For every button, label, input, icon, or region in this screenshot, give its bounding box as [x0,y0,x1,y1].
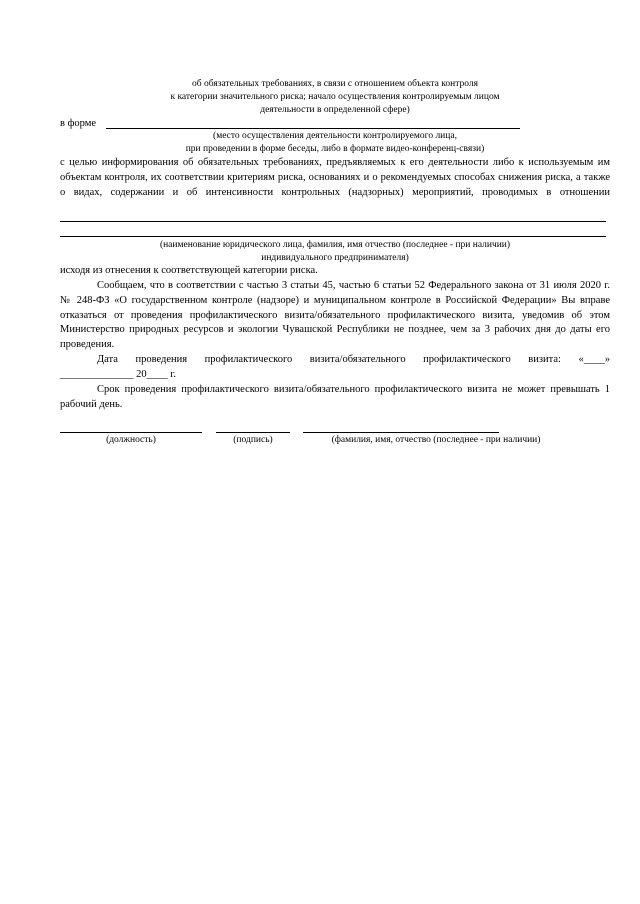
date-fill-line[interactable]: ______________ 20____ г. [60,369,176,380]
position-line[interactable] [60,432,202,433]
paragraph-duration: Срок проведения профилактического визита/обязательного профилактического визита не может превышать 1 рабочий день. [60,384,610,410]
paragraph-date: Дата проведения профилактического визита/обязательного профилактического визита: «____» [97,354,610,365]
header-line-1: об обязательных требованиях, в связи с отношением объекта контроля [192,79,478,89]
form-label: в форме [60,118,97,129]
name-line[interactable] [303,432,499,433]
position-label: (должность) [106,435,156,445]
paragraph-notice: Сообщаем, что в соответствии с частью 3 статьи 45, частью 6 статьи 52 Федерального закона от 31 июля 2020 г. № 248-ФЗ «О государственном контроле (надзоре) и муниципальном контроле в Российской Федерации» Вы вправе отказаться от проведения профилактического визита/обязательного профилактического визита, уведомив об этом Министерство природных ресурсов и экологии Чувашской Республики не позднее, чем за 3 рабочих дня до даты его проведения. [60,280,610,351]
paragraph-purpose: с целью информирования об обязательных требованиях, предъявляемых к его деятельности либо к используемым им объектам контроля, их соответствии критериям риска, основаниях и о рекомендуемых способах снижения риска, а также о видах, содержании и об интенсивности контрольных (надзорных) мероприятий, проводимых в отношении [60,157,610,198]
form-hint-2: при проведении в форме беседы, либо в формате видео-конференц-связи) [185,144,485,154]
name-label: (фамилия, имя, отчество (последнее - при наличии) [331,435,541,445]
form-fill-line[interactable] [106,128,520,129]
signature-line[interactable] [216,432,290,433]
signature-label: (подпись) [233,435,273,445]
paragraph-risk: исходя из отнесения к соответствующей категории риска. [60,265,318,276]
form-hint-1: (место осуществления деятельности контролируемого лица, [213,131,457,141]
entity-hint-2: индивидуального предпринимателя) [261,253,409,263]
entity-fill-line-1[interactable] [60,221,606,222]
entity-hint-1: (наименование юридического лица, фамилия, имя отчество (последнее - при наличии) [159,240,511,250]
header-line-2: к категории значительного риска; начало осуществления контролируемым лицом [170,92,500,102]
entity-fill-line-2[interactable] [60,236,606,237]
header-line-3: деятельности в определенной сфере) [260,105,410,115]
